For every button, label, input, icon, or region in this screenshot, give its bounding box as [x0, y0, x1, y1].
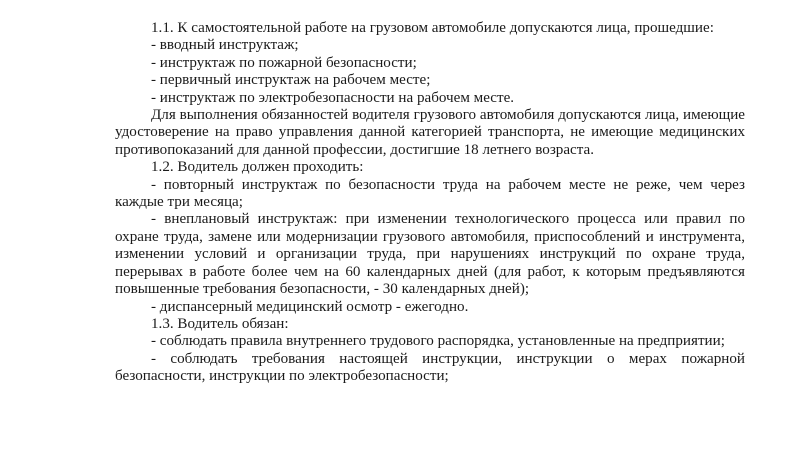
- clause-1-1: 1.1. К самостоятельной работе на грузовом автомобиле допускаются лица, прошедшие:: [151, 20, 714, 36]
- list-item: - первичный инструктаж на рабочем месте;: [151, 72, 431, 89]
- list-item: - внеплановый инструктаж: при изменении технологического процесса или правил по охране труда, замене или модернизации грузового автомобиля, приспособлений и инструмента, изменении условий и организации труда, при нарушениях инструкций по охране труда, перерывах в работе более чем на 60 календарных дней (для работ, к которым предъявляются повышенные требования безопасности, - 30 календарных дней);: [115, 211, 745, 298]
- list-item: - диспансерный медицинский осмотр - ежегодно.: [151, 298, 469, 315]
- list-item: - вводный инструктаж;: [151, 37, 299, 54]
- clause-1-2: 1.2. Водитель должен проходить:: [151, 159, 364, 176]
- admission-paragraph: Для выполнения обязанностей водителя грузового автомобиля допускаются лица, имеющие удостоверение на право управления данной категорией транспорта, не имеющие медицинских противопоказаний для данной профессии, достигшие 18 летнего возраста.: [115, 107, 745, 158]
- list-item: - повторный инструктаж по безопасности труда на рабочем месте не реже, чем через каждые три месяца;: [115, 176, 745, 211]
- list-item: - инструктаж по пожарной безопасности;: [151, 54, 417, 71]
- list-item: - инструктаж по электробезопасности на рабочем месте.: [151, 89, 515, 106]
- document-body: [115, 20, 745, 386]
- list-item: - соблюдать требования настоящей инструкции, инструкции о мерах пожарной безопасности, инструкции по электробезопасности;: [115, 350, 745, 385]
- clause-1-3: 1.3. Водитель обязан:: [151, 315, 289, 332]
- list-item: - соблюдать правила внутреннего трудового распорядка, установленные на предприятии;: [151, 333, 725, 350]
